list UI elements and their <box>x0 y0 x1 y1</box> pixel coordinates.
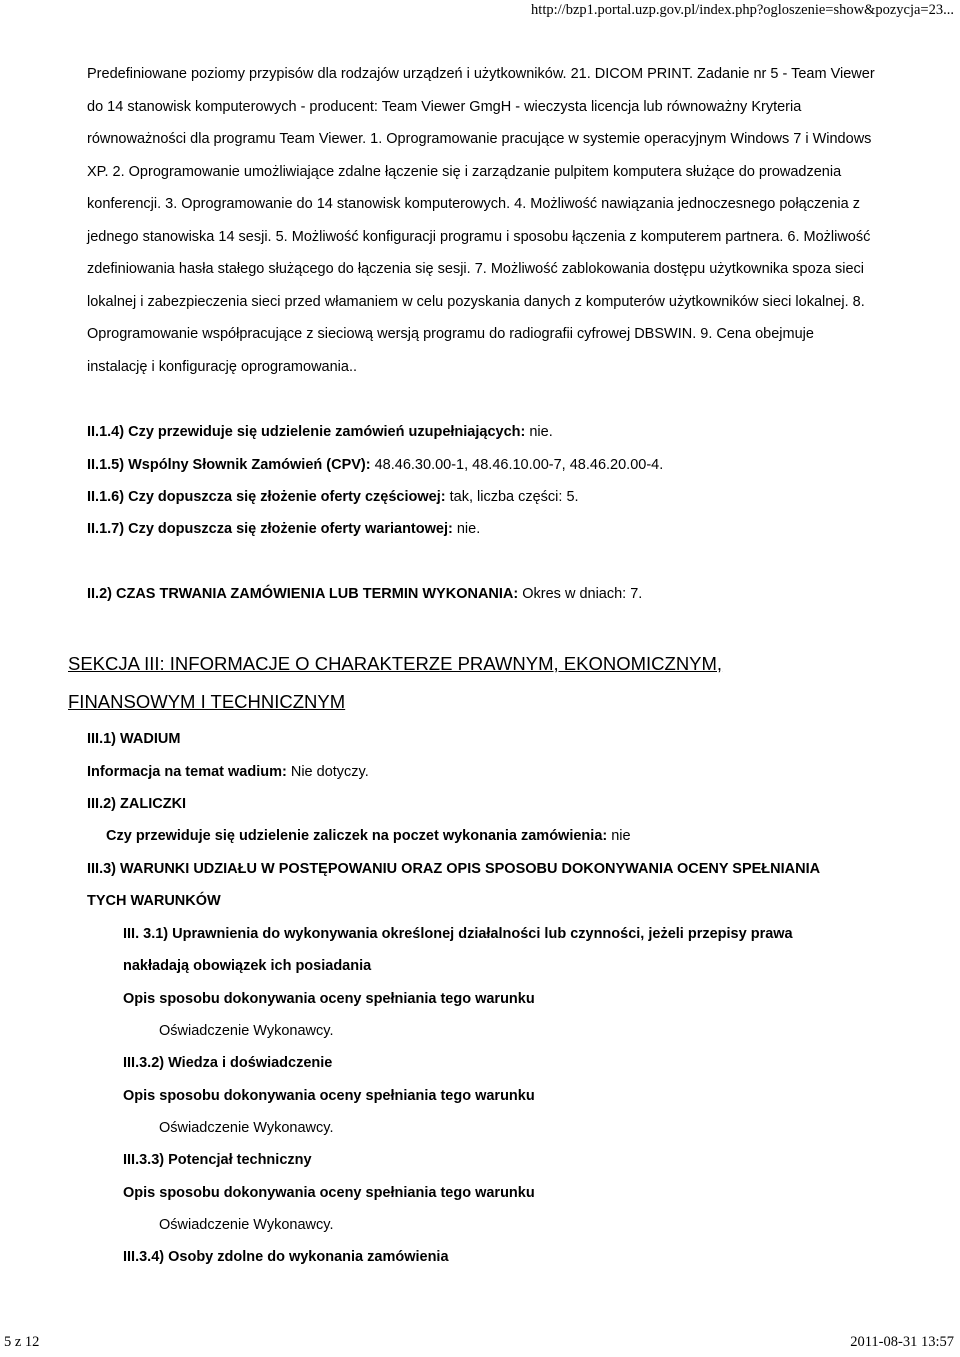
item-label: II.1.7) Czy dopuszcza się złożenie oferty wariantowej: <box>87 521 453 537</box>
item-value: nie. <box>525 424 553 440</box>
zaliczki-answer: nie <box>607 828 631 844</box>
zaliczki-heading: III.2) ZALICZKI <box>87 796 187 812</box>
opis-label-3-2: Opis sposobu dokonywania oceny spełniania tego warunku <box>123 1088 535 1104</box>
warunki-heading-line2: TYCH WARUNKÓW <box>87 893 221 909</box>
intro-paragraph: Predefiniowane poziomy przypisów dla rodzajów urządzeń i użytkowników. 21. DICOM PRINT. Zadanie nr 5 - Team Viewer do 14 stanowisk komputerowych - producent: Team Viewer GmgH - wieczysta licencja lub równoważny Kryteria równoważności dla programu Team Viewer. 1. Oprogramowanie pracujące w systemie operacyjnym Windows 7 i Windows XP. 2. Oprogramowanie umożliwiające zdalne łączenie się i zarządzanie pulpitem komputera służące do prowadzenia konferencji. 3. Oprogramowanie do 14 stanowisk komputerowych. 4. Możliwość nawiązania jednoczesnego połączenia z jednego stanowiska 14 sesji. 5. Możliwość konfiguracji programu i sposobu łączenia z komputerem partnera. 6. Możliwość zdefiniowania hasła stałego służącego do łączenia się sesji. 7. Możliwość zablokowania dostępu użytkownika spoza sieci lokalnej i zabezpieczenia sieci przed włamaniem w celu pozyskania danych z komputerów użytkowników sieci lokalnej. 8. Oprogramowanie współpracujące z sieciową wersją programu do radiografii cyfrowej DBSWIN. 9. Cena obejmuje instalację i konfigurację oprogramowania.. <box>87 66 875 375</box>
item-ii-1-6 <box>87 488 579 506</box>
item-ii-1-4 <box>87 423 553 441</box>
page-url-header: http://bzp1.portal.uzp.gov.pl/index.php?ogloszenie=show&pozycja=23... <box>531 2 954 18</box>
page-number-footer: 5 z 12 <box>4 1334 40 1350</box>
wadium-info <box>87 763 369 781</box>
sub-3-3-heading: III.3.3) Potencjał techniczny <box>123 1152 312 1168</box>
item-label: II.1.5) Wspólny Słownik Zamówień (CPV): <box>87 457 371 473</box>
wadium-info-label: Informacja na temat wadium: <box>87 764 287 780</box>
wadium-info-value: Nie dotyczy. <box>286 764 369 780</box>
item-value: nie. <box>452 521 481 537</box>
sub-3-1-heading-line1: III. 3.1) Uprawnienia do wykonywania określonej działalności lub czynności, jeżeli przepisy prawa <box>123 926 793 942</box>
oswiadczenie-3-1: Oświadczenie Wykonawcy. <box>159 1023 334 1039</box>
opis-label-3-3: Opis sposobu dokonywania oceny spełniania tego warunku <box>123 1185 535 1201</box>
item-label: II.2) CZAS TRWANIA ZAMÓWIENIA LUB TERMIN WYKONANIA: <box>87 586 519 602</box>
zaliczki-question-label: Czy przewiduje się udzielenie zaliczek na poczet wykonania zamówienia: <box>106 828 608 844</box>
warunki-heading-line1: III.3) WARUNKI UDZIAŁU W POSTĘPOWANIU ORAZ OPIS SPOSOBU DOKONYWANIA OCENY SPEŁNIANIA <box>87 861 821 877</box>
item-ii-2 <box>87 585 642 603</box>
zaliczki-question <box>106 827 631 845</box>
print-datetime-footer: 2011-08-31 13:57 <box>850 1334 954 1350</box>
item-value: tak, liczba części: 5. <box>445 489 579 505</box>
oswiadczenie-3-2: Oświadczenie Wykonawcy. <box>159 1120 334 1136</box>
item-label: II.1.6) Czy dopuszcza się złożenie oferty częściowej: <box>87 489 446 505</box>
section-iii-title: SEKCJA III: INFORMACJE O CHARAKTERZE PRAWNYM, EKONOMICZNYM, FINANSOWYM I TECHNICZNYM <box>68 653 723 712</box>
item-value: 48.46.30.00-1, 48.46.10.00-7, 48.46.20.00-4. <box>370 457 664 473</box>
opis-label-3-1: Opis sposobu dokonywania oceny spełniania tego warunku <box>123 991 535 1007</box>
sub-3-1-heading-line2: nakładają obowiązek ich posiadania <box>123 958 372 974</box>
item-ii-1-5 <box>87 456 663 474</box>
item-ii-1-7 <box>87 520 480 538</box>
wadium-heading: III.1) WADIUM <box>87 731 181 747</box>
item-value: Okres w dniach: 7. <box>518 586 643 602</box>
sub-3-2-heading: III.3.2) Wiedza i doświadczenie <box>123 1055 333 1071</box>
sub-3-4-heading: III.3.4) Osoby zdolne do wykonania zamówienia <box>123 1249 449 1265</box>
item-label: II.1.4) Czy przewiduje się udzielenie zamówień uzupełniających: <box>87 424 526 440</box>
oswiadczenie-3-3: Oświadczenie Wykonawcy. <box>159 1217 334 1233</box>
